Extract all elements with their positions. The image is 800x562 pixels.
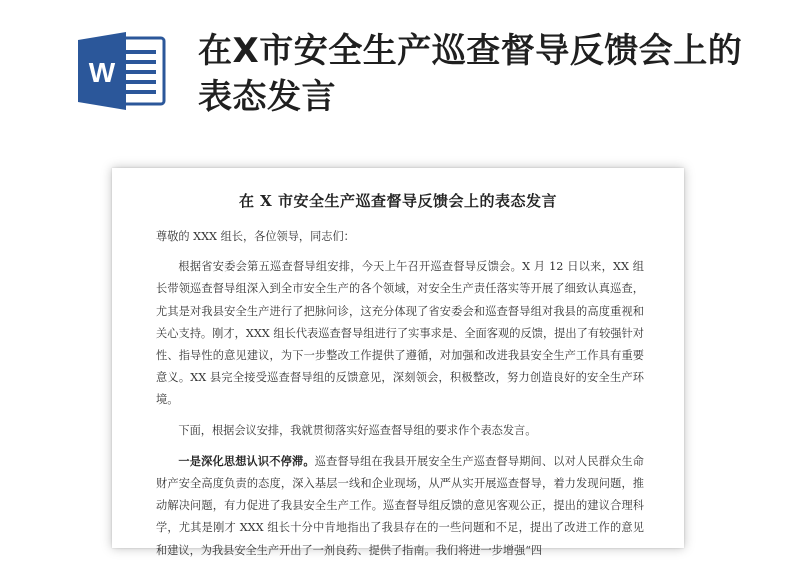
page-title: 在X市安全生产巡查督导反馈会上的表态发言: [198, 31, 743, 117]
word-icon-letter: W: [88, 57, 116, 88]
paragraph-1: 根据省安委会第五巡查督导组安排，今天上午召开巡查督导反馈会。X 月 12 日以来，XX 组长带领巡查督导组深入到全市安全生产的各个领域，对安全生产责任落实等开展了细致认真巡查，尤其是对我县安全生产进行了把脉问诊，这充分体现了省安委会和巡查督导组对我县的高度重视和关心支持。刚才，XXX 组长代表巡查督导组进行了实事求是、全面客观的反馈，提出了有较强针对性、指导性的意见建议，为下一步整改工作提供了遵循，对加强和改进我县安全生产工作具有重要意义。XX 县完全接受巡查督导组的反馈意见，深刻领会，积极整改，努力创造良好的安全生产环境。: [156, 260, 644, 407]
paragraph-2: 下面，根据会议安排，我就贯彻落实好巡查督导组的要求作个表态发言。: [178, 423, 537, 437]
paragraph-3-lead: 一是深化思想认识不停滞。: [178, 453, 315, 468]
word-icon: [76, 32, 168, 110]
paragraph-3: [156, 450, 644, 562]
header: [0, 0, 800, 150]
document-body: [156, 226, 644, 562]
document-page: [112, 168, 684, 557]
paragraph-3-text: 巡查督导组在我县开展安全生产巡查督导期间、以对人民群众生命财产安全高度负责的态度，深入基层一线和企业现场，从严从实开展巡查督导，着力发现问题，推动解决问题，有力促进了我县安全生产工作。巡查督导组反馈的意见客观公正，提出的建议合理科学，尤其是刚才 XXX 组长十分中肯地指出了我县存在的一些问题和不足，提出了改进工作的意见和建议，为我县安全生产开出了一剂良药、提供了指南。我们将进一步增强“四: [156, 454, 644, 557]
document-title: 在 X 市安全生产巡查督导反馈会上的表态发言: [238, 192, 558, 210]
salutation: 尊敬的 XXX 组长，各位领导，同志们：: [156, 230, 355, 243]
